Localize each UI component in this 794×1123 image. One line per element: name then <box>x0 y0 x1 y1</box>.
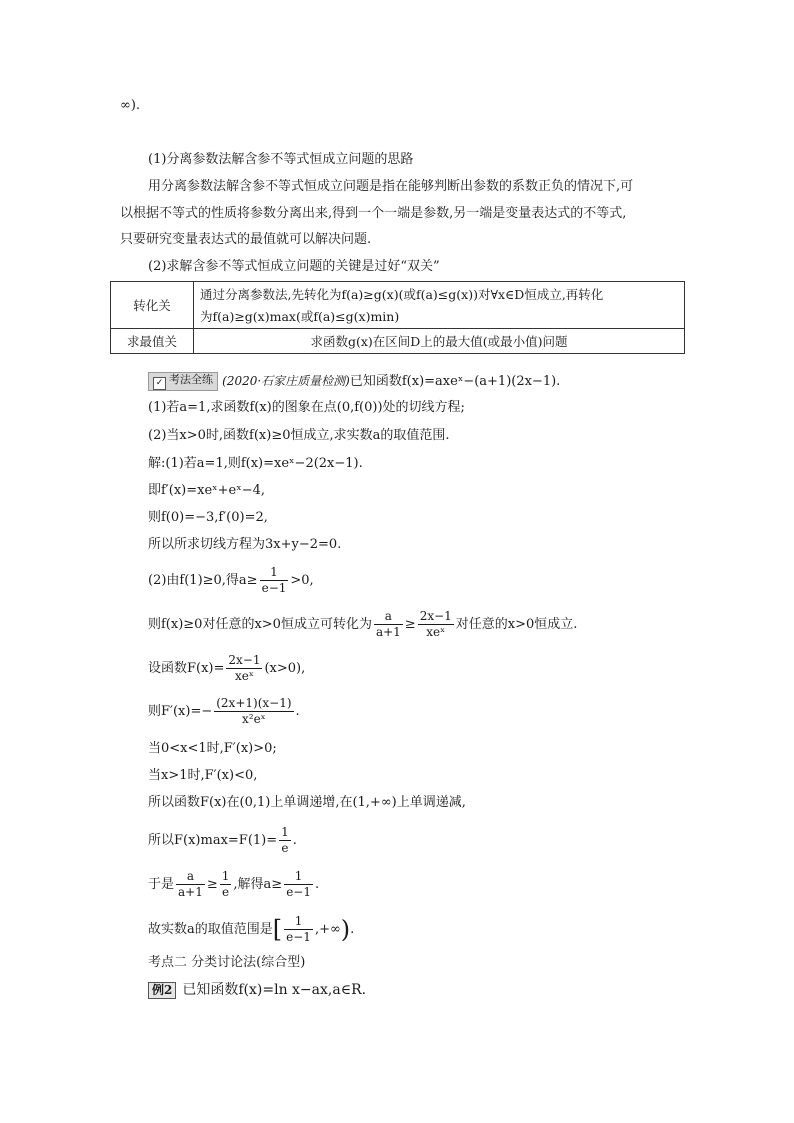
fraction: $\frac{a}{a+1}$ <box>375 609 401 639</box>
example-badge: 例2 <box>148 982 176 999</box>
fraction: $\frac{1}{e-1}$ <box>286 914 311 944</box>
practice-stem: 已知函数f(x)=axeˣ−(a+1)(2x−1). <box>349 374 561 389</box>
table-row <box>111 329 685 354</box>
solution-line-7: 设函数F(x)= $\frac{2x-1}{\text{xeˣ}}$ (x>0), <box>148 653 306 683</box>
solution-line-12: 所以F(x)max=F(1)= $\frac{1}{e}$ . <box>148 825 297 855</box>
table-cell-line: 通过分离参数法,先转化为f(a)≥g(x)(或f(a)≤g(x))对∀x∈D恒成立,再转化 <box>200 287 604 302</box>
solution-line-5: (2)由f(1)≥0,得a≥ $\frac{1}{e-1}$ >0, <box>148 565 314 595</box>
solution-line-14: 故实数a的取值范围是[ $\frac{1}{e-1}$ ,+∞). <box>148 914 355 944</box>
practice-line <box>148 372 560 391</box>
question-1: (1)若a=1,求函数f(x)的图象在点(0,f(0))处的切线方程; <box>148 400 465 415</box>
section-2-heading: 考点二 分类讨论法(综合型) <box>148 955 306 970</box>
fraction: $\frac{a}{a+1}$ <box>178 869 203 899</box>
example-2-line <box>148 982 366 999</box>
solution-line-4: 所以所求切线方程为3x+y−2=0. <box>148 537 342 552</box>
solution-line-2: 即f′(x)=xeˣ+eˣ−4, <box>148 483 266 498</box>
fraction: $\frac{2x-1}{\text{xeˣ}}$ <box>419 609 452 639</box>
table-cell-body <box>194 282 685 329</box>
practice-badge: ✓ 考法全练 <box>148 372 218 391</box>
example-text: 已知函数f(x)=ln x−ax,a∈R. <box>182 982 367 998</box>
fraction: $\frac{(2x+1)(x-1)}{\text{x²eˣ}}$ <box>216 696 292 726</box>
solution-line-10: 当x>1时,F′(x)<0, <box>148 768 258 783</box>
table-cell-head: 转化关 <box>111 282 194 329</box>
double-key-table <box>110 281 685 354</box>
section-1-title: (1)分离参数法解含参不等式恒成立问题的思路 <box>148 152 414 167</box>
solution-line-3: 则f(0)=−3,f′(0)=2, <box>148 510 268 525</box>
solution-line-9: 当0<x<1时,F′(x)>0; <box>148 741 277 756</box>
section-1-body-line-3: 只要研究变量表达式的最值就可以解决问题. <box>120 232 372 247</box>
table-cell-head: 求最值关 <box>111 329 194 354</box>
solution-line-1: 解:(1)若a=1,则f(x)=xeˣ−2(2x−1). <box>148 456 363 471</box>
solution-line-13: 于是 $\frac{a}{a+1}$ ≥ $\frac{1}{e}$ ,解得a≥ $\frac{1}{e-1}$ . <box>148 869 320 899</box>
solution-line-6: 则f(x)≥0对任意的x>0恒成立可转化为 $\frac{a}{a+1}$ ≥ $\frac{2x-1}{\text{xeˣ}}$ 对任意的x>0恒成立. <box>148 609 578 639</box>
table-cell-body: 求函数g(x)在区间D上的最大值(或最小值)问题 <box>194 329 685 354</box>
solution-line-11: 所以函数F(x)在(0,1)上单调递增,在(1,+∞)上单调递减, <box>148 795 466 810</box>
section-2-title: (2)求解含参不等式恒成立问题的关键是过好“双关” <box>148 259 440 274</box>
question-2: (2)当x>0时,函数f(x)≥0恒成立,求实数a的取值范围. <box>148 428 450 443</box>
fraction: $\frac{1}{e}$ <box>221 869 230 899</box>
top-fragment: ∞). <box>120 98 141 113</box>
section-1-body-line-2: 以根据不等式的性质将参数分离出来,得到一个一端是参数,另一端是变量表达式的不等式, <box>120 206 627 221</box>
check-icon: ✓ <box>153 377 166 390</box>
fraction: $\frac{1}{e}$ <box>281 825 289 855</box>
practice-source: (2020·石家庄质量检测) <box>222 374 350 388</box>
fraction: $\frac{1}{e-1}$ <box>261 565 287 595</box>
section-1-body-line-1: 用分离参数法解含参不等式恒成立问题是指在能够判断出参数的系数正负的情况下,可 <box>148 179 634 194</box>
fraction: $\frac{1}{e-1}$ <box>286 869 311 899</box>
table-row <box>111 282 685 329</box>
table-cell-line: 为f(a)≥g(x)max(或f(a)≤g(x)min) <box>200 309 400 324</box>
fraction: $\frac{2x-1}{\text{xeˣ}}$ <box>228 653 261 683</box>
solution-line-8: 则F′(x)=− $\frac{(2x+1)(x-1)}{\text{x²eˣ}}$ . <box>148 696 300 726</box>
